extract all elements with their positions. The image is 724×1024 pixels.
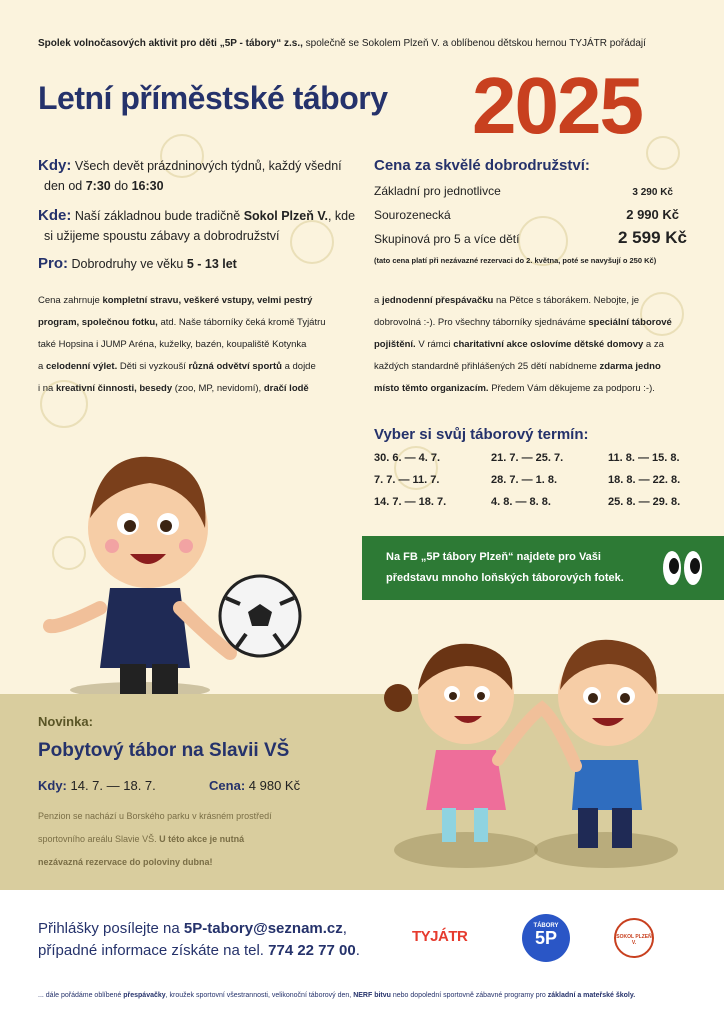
price-heading: Cena za skvělé dobrodružství: xyxy=(374,157,590,174)
novinka-description: Penzion se nachází u Borského parku v krásném prostředí sportovního areálu Slavie VŠ. U této akce je nutná nezávazná rezervace do poloviny dubna! xyxy=(38,811,272,867)
boy-with-ball-illustration xyxy=(40,428,310,694)
phone-number[interactable]: 774 22 77 00 xyxy=(268,942,356,959)
price-row-group: Skupinová pro 5 a více dětí 2 599 Kč xyxy=(374,228,687,247)
bottom-note: ... dále pořádáme oblíbené přespávačky, kroužek sportovní všestrannosti, velikonoční táborový den, NERF bitvu nebo dopolední sportovně zábavné programy pro základní a mateřské školy. xyxy=(38,992,636,999)
novinka-title: Pobytový tábor na Slavii VŠ xyxy=(38,740,290,761)
tennis-racket-icon xyxy=(646,136,680,170)
intro-line: Spolek volnočasových aktivit pro děti „5P - tábory“ z.s., společně se Sokolem Plzeň V. a oblíbenou dětskou hernou TYJÁTR pořádají xyxy=(38,38,646,49)
year-title: 2025 xyxy=(472,61,642,150)
price-row-individual: Základní pro jednotlivce 3 290 Kč xyxy=(374,184,673,198)
date-item: 14. 7. — 18. 7. xyxy=(374,496,447,508)
where-block: Kde: Naší základnou bude tradičně Sokol Plzeň V., kde si užijeme spoustu zábavy a dobrodružství xyxy=(38,207,356,243)
date-item: 30. 6. — 4. 7. xyxy=(374,452,441,464)
5p-logo: TÁBORY 5P xyxy=(522,914,570,962)
page-title: Letní příměstské tábory xyxy=(38,80,388,116)
novinka-label: Novinka: xyxy=(38,714,93,729)
when-block: Kdy: Všech devět prázdninových týdnů, každý všední den od 7:30 do 16:30 xyxy=(38,157,342,193)
date-item: 4. 8. — 8. 8. xyxy=(491,496,551,508)
dates-grid xyxy=(374,452,692,508)
date-item: 28. 7. — 1. 8. xyxy=(491,474,558,486)
email-link[interactable]: 5P-tabory@seznam.cz xyxy=(183,920,343,937)
date-item: 11. 8. — 15. 8. xyxy=(608,452,680,464)
eyes-icon xyxy=(662,548,704,588)
dates-heading: Vyber si svůj táborový termín: xyxy=(374,426,589,443)
novinka-when-price: Kdy: 14. 7. — 18. 7. Cena: 4 980 Kč xyxy=(38,778,301,793)
for-block: Pro: Dobrodruhy ve věku 5 - 13 let xyxy=(38,255,237,272)
sokol-logo: SOKOL PLZEŇ V. xyxy=(614,918,654,958)
date-item: 21. 7. — 25. 7. xyxy=(491,452,564,464)
date-item: 25. 8. — 29. 8. xyxy=(608,496,681,508)
date-item: 18. 8. — 22. 8. xyxy=(608,474,681,486)
price-row-siblings: Sourozenecká 2 990 Kč xyxy=(374,207,679,222)
two-kids-illustration xyxy=(376,610,696,880)
date-item: 7. 7. — 11. 7. xyxy=(374,474,440,486)
facebook-banner: Na FB „5P tábory Plzeň“ najdete pro Vaši představu mnoho loňských táborových fotek. xyxy=(362,536,724,600)
contact-info: Přihlášky posílejte na 5P-tabory@seznam.cz, případné informace získáte na tel. 774 22 77 00. xyxy=(38,920,360,959)
left-paragraph: Cena zahrnuje kompletní stravu, veškeré vstupy, velmi pestrý program, společnou fotku, atd. Naše táborníky čeká kromě Tyjátru také Hopsina i JUMP Aréna, kuželky, bazén, koupaliště Kotynka a celodenní výlet. Děti si vyzkouší různá odvětví sportů a dojde i na kreativní činnosti, besedy (zoo, MP, nevidomí), dračí lodě xyxy=(38,295,326,394)
price-note: (tato cena platí při nezávazné rezervaci do 2. května, poté se navyšují o 250 Kč) xyxy=(374,256,657,265)
tyjatr-logo: TYJÁTR xyxy=(412,928,468,945)
right-paragraph: a jednodenní přespávačku na Pětce s táborákem. Nebojte, je dobrovolná :-). Pro všechny táborníky sjednáváme speciální táborové pojištění. V rámci charitativní akce oslovíme dětské domovy a za každých standardně přihlášených 25 dětí nabídneme zdarma jedno místo těmto organizacím. Předem Vám děkujeme za podporu :-). xyxy=(374,295,672,394)
